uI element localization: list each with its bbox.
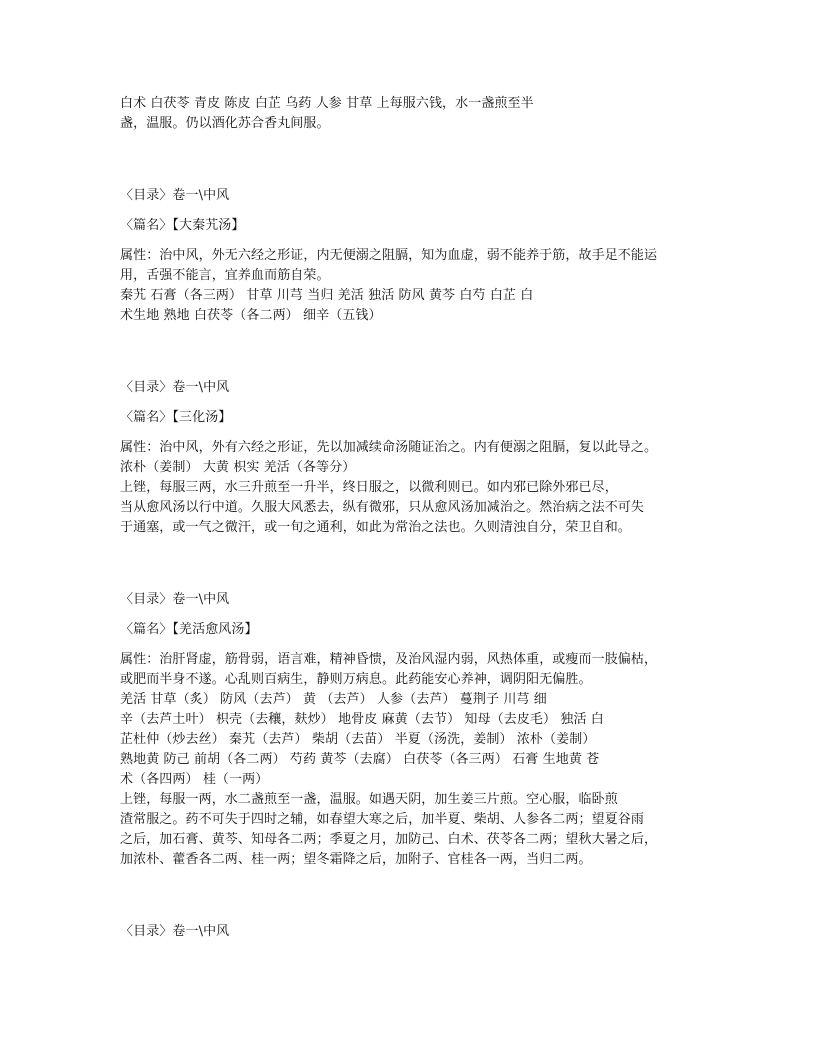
toc-label: 〈目录〉卷一\中风 <box>120 380 230 395</box>
text-line: 加浓朴、藿香各二两、桂一两；望冬霜降之后，加附子、官桂各一两，当归二两。 <box>120 852 592 867</box>
intro-block <box>120 94 700 134</box>
text-line: 渣常服之。药不可失于四时之辅，如春望大寒之后，加半夏、柴胡、人参各二两；望夏谷雨 <box>120 812 645 827</box>
text-line: 上锉，每服三两，水三升煎至一升半，终日服之，以微利则已。如内邪已除外邪已尽， <box>120 480 618 495</box>
text-line: 上锉，每服一两，水二盏煎至一盏，温服。如遇天阴，加生姜三片煎。空心服，临卧煎 <box>120 792 618 807</box>
section-title: 〈篇名〉【羌活愈风汤】 <box>120 622 258 637</box>
section-title: 〈篇名〉【大秦艽汤】 <box>120 218 245 233</box>
text-line: 当从愈风汤以行中道。久服大风悉去，纵有微邪，只从愈风汤加减治之。然治病之法不可失 <box>120 500 645 515</box>
text-line: 盏，温服。仍以酒化苏合香丸间服。 <box>120 116 330 131</box>
text-line: 属性：治中风，外无六经之形证，内无便溺之阻膈，知为血虚，弱不能养于筋，故手足不能运 <box>120 248 658 263</box>
text-line: 白术 白茯苓 青皮 陈皮 白芷 乌药 人参 甘草 上每服六钱，水一盏煎至半 <box>120 96 534 111</box>
text-line: 之后，加石膏、黄芩、知母各二两；季夏之月，加防己、白术、茯苓各二两；望秋大暑之后， <box>120 832 658 847</box>
section-next <box>120 922 700 942</box>
text-line: 属性：治中风，外有六经之形证，先以加减续命汤随证治之。内有便溺之阻膈，复以此导之。 <box>120 440 658 455</box>
text-line: 用，舌强不能言，宜养血而筋自荣。 <box>120 268 330 283</box>
section-title: 〈篇名〉【三化汤】 <box>120 410 232 425</box>
section-qiang-huo-yu-feng-tang <box>120 590 700 870</box>
text-line: 或肥而半身不遂。心乱则百病生，静则万病息。此药能安心养神，调阴阳无偏胜。 <box>120 672 592 687</box>
section-san-hua-tang <box>120 378 700 538</box>
text-line: 于通塞，或一气之微汗，或一旬之通利，如此为常治之法也。久则清浊自分，荣卫自和。 <box>120 520 631 535</box>
text-line: 芷杜仲（炒去丝） 秦艽（去芦） 柴胡（去苗） 半夏（汤洗，姜制） 浓朴（姜制） <box>120 732 596 747</box>
toc-label: 〈目录〉卷一\中风 <box>120 188 230 203</box>
text-line: 术生地 熟地 白茯苓（各二两） 细辛（五钱） <box>120 308 382 323</box>
toc-label: 〈目录〉卷一\中风 <box>120 924 230 939</box>
text-line: 辛（去芦土叶） 枳壳（去穰，麸炒） 地骨皮 麻黄（去节） 知母（去皮毛） 独活 白 <box>120 712 604 727</box>
text-line: 熟地黄 防己 前胡（各二两） 芍药 黄芩（去腐） 白茯苓（各三两） 石膏 生地黄 苍 <box>120 752 600 767</box>
text-line: 术（各四两） 桂（一两） <box>120 772 269 787</box>
text-line: 属性：治肝肾虚，筋骨弱，语言难，精神昏愦，及治风湿内弱，风热体重，或瘦而一肢偏枯， <box>120 652 658 667</box>
section-da-qin-jiao-tang <box>120 186 700 326</box>
text-line: 秦艽 石膏（各三两） 甘草 川芎 当归 羌活 独活 防风 黄芩 白芍 白芷 白 <box>120 288 534 303</box>
toc-label: 〈目录〉卷一\中风 <box>120 592 230 607</box>
text-line: 浓朴（姜制） 大黄 枳实 羌活（各等分） <box>120 460 356 475</box>
document-page <box>120 94 700 942</box>
text-line: 羌活 甘草（炙） 防风（去芦） 黄 （去芦） 人参（去芦） 蔓荆子 川芎 细 <box>120 692 547 707</box>
